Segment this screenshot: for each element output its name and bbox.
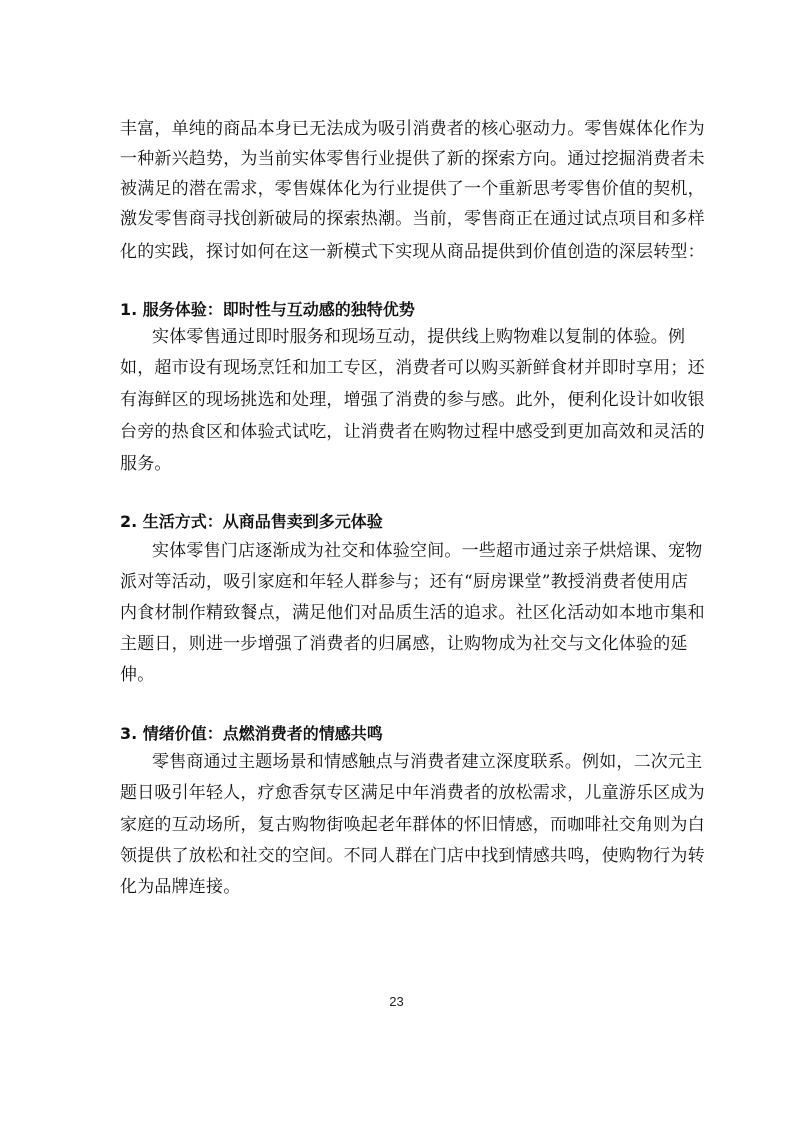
section-heading: 2. 生活方式：从商品售卖到多元体验 (120, 512, 383, 531)
section-heading: 3. 情绪价值：点燃消费者的情感共鸣 (120, 724, 383, 743)
paragraph-line: 领提供了放松和社交的空间。不同人群在门店中找到情感共鸣，使购物行为转 (120, 846, 705, 866)
paragraph-line: 丰富，单纯的商品本身已无法成为吸引消费者的核心驱动力。零售媒体化作为 (120, 119, 705, 139)
paragraph-line: 零售商通过主题场景和情感触点与消费者建立深度联系。例如，二次元主 (152, 752, 703, 772)
paragraph-line: 派对等活动，吸引家庭和年轻人群参与；还有“厨房课堂”教授消费者使用店 (120, 572, 689, 592)
section-heading: 1. 服务体验：即时性与互动感的独特优势 (120, 300, 415, 319)
paragraph-line: 化为品牌连接。 (120, 877, 241, 897)
paragraph-line: 台旁的热食区和体验式试吃，让消费者在购物过程中感受到更加高效和灵活的 (120, 422, 705, 442)
paragraph-line: 内食材制作精致餐点，满足他们对品质生活的追求。社区化活动如本地市集和 (120, 603, 705, 623)
paragraph-line: 主题日，则进一步增强了消费者的归属感，让购物成为社交与文化体验的延 (120, 634, 688, 654)
paragraph-line: 化的实践，探讨如何在这一新模式下实现从商品提供到价值创造的深层转型： (120, 242, 705, 262)
paragraph-line: 家庭的互动场所，复古购物街唤起老年群体的怀旧情感，而咖啡社交角则为白 (120, 815, 705, 835)
paragraph-line: 激发零售商寻找创新破局的探索热潮。当前，零售商正在通过试点项目和多样 (120, 209, 705, 229)
paragraph-line: 实体零售门店逐渐成为社交和体验空间。一些超市通过亲子烘焙课、宠物 (152, 541, 703, 561)
page-number: 23 (389, 994, 404, 1009)
paragraph-line: 伸。 (120, 665, 155, 685)
paragraph-line: 有海鲜区的现场挑选和处理，增强了消费的参与感。此外，便利化设计如收银 (120, 390, 705, 410)
paragraph-line: 一种新兴趋势，为当前实体零售行业提供了新的探索方向。通过挖掘消费者未 (120, 149, 705, 169)
paragraph-line: 被满足的潜在需求，零售媒体化为行业提供了一个重新思考零售价值的契机， (120, 179, 705, 199)
paragraph-line: 实体零售通过即时服务和现场互动，提供线上购物难以复制的体验。例 (152, 327, 686, 347)
paragraph-line: 如，超市设有现场烹饪和加工专区，消费者可以购买新鲜食材并即时享用；还 (120, 358, 705, 378)
paragraph-line: 服务。 (120, 454, 172, 474)
paragraph-line: 题日吸引年轻人，疗愈香氛专区满足中年消费者的放松需求，儿童游乐区成为 (120, 783, 705, 803)
